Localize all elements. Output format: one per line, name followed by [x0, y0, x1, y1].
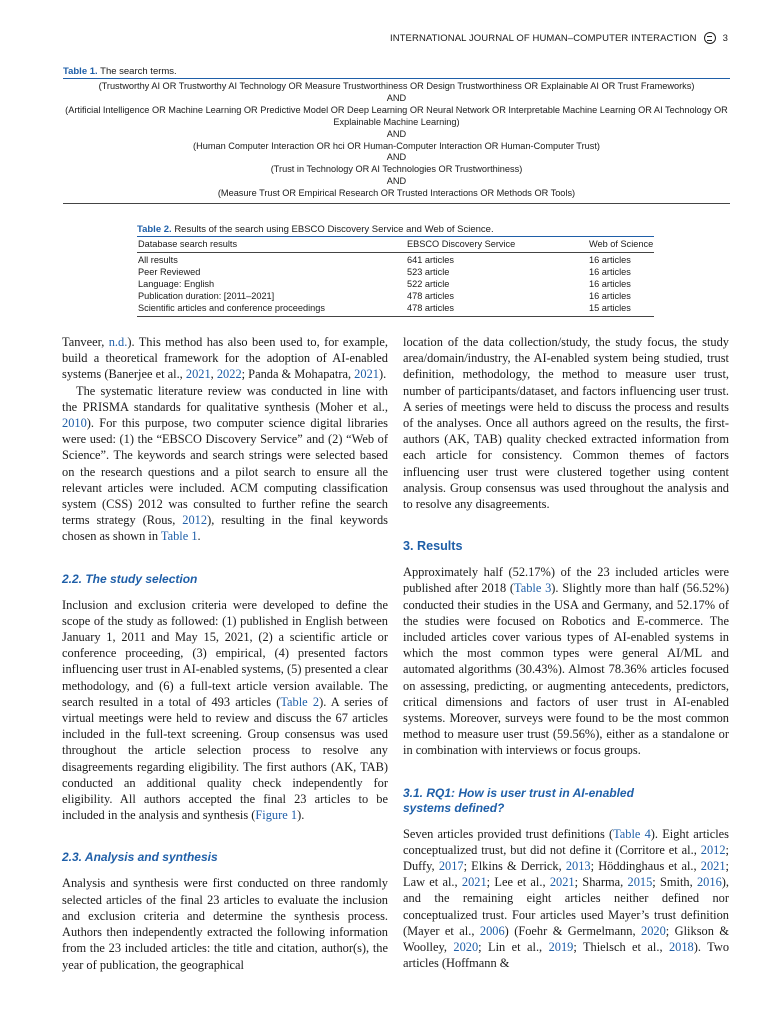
right-column: [403, 334, 729, 972]
table-reference-link[interactable]: Table 2: [280, 694, 320, 709]
table2-header-cell: EBSCO Discovery Service: [407, 239, 516, 249]
citation-link[interactable]: 2022: [216, 367, 242, 382]
section-heading-line: systems defined?: [403, 800, 505, 815]
citation-link[interactable]: 2018: [668, 940, 694, 955]
table-cell: 523 article: [407, 267, 450, 277]
table1-line: (Artificial Intelligence OR Machine Learning OR Predictive Model OR Deep Learning OR Neural Network OR Interpretable Machine Learning OR AI Technology OR: [65, 104, 728, 115]
table-cell: 16 articles: [589, 267, 631, 277]
table1-search-terms: [58, 81, 735, 200]
table2-header-cell: Database search results: [138, 239, 238, 249]
publisher-logo-icon: [704, 32, 716, 44]
table-cell: Peer Reviewed: [138, 267, 201, 277]
table2-bottom-rule: [137, 316, 654, 317]
citation-link[interactable]: 2012: [700, 842, 726, 857]
section-heading-2-2: 2.2. The study selection: [62, 571, 198, 586]
figure-reference-link[interactable]: Figure 1: [255, 808, 298, 823]
table1-line: (Trustworthy AI OR Trustworthy AI Technology OR Measure Trustworthiness OR Design Trustworthiness OR Explainable AI OR Trust Frameworks): [98, 81, 695, 91]
body-paragraph: Inclusion and exclusion criteria were developed to define the scope of the study as followed: (1) published in English between January 1, 2011 and May 15, 2021, (2) a scientific article or conference proceeding, (3) empirical, (4) presented factors influencing user trust in AI-enabled systems, (5) presented a clear methodology, and (6) a full-text article version available. The search resulted in a total of 493 articles (Table 2). A series of virtual meetings were held to review and discuss the 67 articles included in the full-text screening. Group consensus was used throughout the article selection process to resolve any disagreements regarding eligibility. The first authors (AK, TAB) conducted an additional quality check independently for eligibility. All authors accepted the final 23 articles to be included in the analysis and synthesis (Figure 1).: [62, 597, 388, 823]
table-reference-link[interactable]: Table 4: [613, 826, 651, 841]
table2-top-rule: [137, 236, 654, 237]
citation-link[interactable]: n.d.: [108, 335, 128, 349]
table1-line: Explainable Machine Learning): [333, 116, 460, 127]
table-row: [138, 255, 656, 267]
table1-caption: [63, 66, 177, 77]
body-paragraph: Tanveer, n.d.). This method has also been used to, for example, build a theoretical framework for the adoption of AI-enabled systems (Banerjee et al., 2021, 2022; Panda & Mohapatra, 2021).: [62, 335, 388, 382]
table1-line: (Human Computer Interaction OR hci OR Human-Computer Interaction OR Human-Computer Trust): [193, 140, 600, 151]
table-cell: 478 articles: [407, 291, 454, 301]
table-cell: Language: English: [138, 279, 215, 289]
table2-header-rule: [137, 252, 654, 253]
table1-line: AND: [386, 92, 407, 103]
citation-link[interactable]: 2020: [641, 923, 666, 938]
citation-link[interactable]: 2021: [354, 367, 379, 382]
citation-link[interactable]: 2021: [185, 367, 211, 382]
table-cell: 16 articles: [589, 279, 631, 289]
table1-line: AND: [386, 128, 407, 139]
body-paragraph: location of the data collection/study, the study focus, the study area/domain/industry, the AI-enabled system being studied, trust definition, methodology, the method to measure user trust, number of participants/dataset, and factors influencing user trust. A series of meetings were held to discuss the process and results of the analyses. Once all authors agreed on the results, the first-authors (AK, TAB) quality checked extracted information from each article for consistency. Common themes of factors influencing user trust were clustered together using content analysis. Group consensus was used throughout the analysis and to resolve any disagreements.: [403, 335, 729, 512]
table-cell: Scientific articles and conference proceedings: [138, 303, 325, 313]
left-column: [62, 334, 388, 973]
table2-header-row: [138, 239, 656, 251]
table2-title: Results of the search using EBSCO Discovery Service and Web of Science.: [174, 224, 494, 235]
body-paragraph: Seven articles provided trust definitions (Table 4). Eight articles conceptualized trust, but did not define it (Corritore et al., 2012; Duffy, 2017; Elkins & Derrick, 2013; Höddinghaus et al., 2021; Law et al., 2021; Lee et al., 2021; Sharma, 2015; Smith, 2016), and the remaining eight articles neither defined nor conceptualized trust. Four articles used Mayer’s trust definition (Mayer et al., 2006) (Foehr & Germelmann, 2020; Glikson & Woolley, 2020; Lin et al., 2019; Thielsch et al., 2018). Two articles (Hoffmann &: [403, 826, 730, 971]
journal-title: INTERNATIONAL JOURNAL OF HUMAN–COMPUTER INTERACTION: [389, 32, 697, 44]
table-reference-link[interactable]: Table 1: [160, 529, 198, 544]
table-cell: 478 articles: [407, 303, 454, 313]
table-row: [138, 267, 656, 279]
table-row: [138, 303, 656, 315]
citation-link[interactable]: 2017: [438, 859, 464, 874]
body-paragraph: Analysis and synthesis were first conducted on three randomly selected articles of the final 23 articles to evaluate the inclusion and exclusion criteria and determine the synthesis process. Authors then independently extracted the following information from the 23 included articles: the title and citation, author(s), the year of publication, the geographical: [62, 876, 388, 972]
table-reference-link[interactable]: Table 3: [514, 581, 552, 596]
citation-link[interactable]: 2012: [182, 513, 208, 528]
table2-header-cell: Web of Science: [589, 239, 654, 249]
table-cell: Publication duration: [2011–2021]: [138, 291, 275, 301]
citation-link[interactable]: 2016: [696, 875, 722, 890]
citation-link[interactable]: 2019: [548, 940, 574, 955]
table1-line: (Trust in Technology OR AI Technologies OR Trustworthiness): [270, 164, 523, 175]
citation-link[interactable]: 2021: [461, 875, 487, 890]
table2-label: Table 2.: [137, 224, 172, 235]
body-paragraph: The systematic literature review was conducted in line with the PRISMA standards for qualitative synthesis (Moher et al., 2010). For this purpose, two computer science digital libraries were used: (1) the “EBSCO Discovery Service” and (2) “Web of Science”. The keywords and search strings were selected based on the research questions and a pilot search to ensure all the relevant articles were included. ACM computing classification system (CSS) 2012 was consulted to further refine the search terms strategy (Rous, 2012), resulting in the final keywords chosen as shown in Table 1.: [62, 383, 389, 544]
table-cell: 522 article: [407, 279, 450, 289]
running-header: [390, 32, 728, 44]
page-number: 3: [722, 32, 728, 44]
table-cell: 16 articles: [589, 291, 631, 301]
table-row: [138, 279, 656, 291]
body-paragraph: Approximately half (52.17%) of the 23 included articles were published after 2018 (Table 3). Slightly more than half (56.52%) conducted their studies in the USA and Germany, and 52.17% of the studies were focused on Robotics and E-commerce. The included articles cover various types of AI-enabled systems in which the most common types were general AI/ML and automated algorithms (30.43%). Almost 78.36% articles focused on assessing, predicting, or augmenting antecedents, predictors, critical dimensions and factors of user trust in AI-enabled systems. Moreover, surveys were found to be the most common method to measure user trust (59.56%), either as a standalone or in combination with interviews or focus groups.: [403, 565, 729, 758]
citation-link[interactable]: 2021: [700, 859, 726, 874]
table-cell: All results: [138, 255, 178, 265]
table1-title: The search terms.: [100, 66, 177, 77]
citation-link[interactable]: 2021: [549, 875, 575, 890]
table1-line: (Measure Trust OR Empirical Research OR Trusted Interactions OR Methods OR Tools): [217, 188, 576, 199]
table-cell: 15 articles: [589, 303, 631, 313]
table-row: [138, 291, 656, 303]
table1-line: AND: [386, 152, 407, 163]
citation-link[interactable]: 2013: [565, 859, 591, 874]
section-heading-3-1: [403, 786, 729, 816]
section-heading-2-3: 2.3. Analysis and synthesis: [62, 850, 218, 865]
table-cell: 16 articles: [589, 255, 631, 265]
citation-link[interactable]: 2006: [479, 923, 505, 938]
citation-link[interactable]: 2020: [453, 940, 479, 955]
table1-label: Table 1.: [63, 66, 98, 77]
section-heading-3: 3. Results: [403, 539, 463, 554]
table2-caption: [137, 224, 494, 235]
table1-line: AND: [386, 176, 407, 187]
table1-top-rule: [63, 78, 730, 79]
table-cell: 641 articles: [407, 255, 454, 265]
section-heading-line: 3.1. RQ1: How is user trust in AI-enabled: [403, 785, 634, 800]
table1-bottom-rule: [63, 203, 730, 204]
citation-link[interactable]: 2010: [62, 416, 87, 431]
citation-link[interactable]: 2015: [627, 875, 653, 890]
